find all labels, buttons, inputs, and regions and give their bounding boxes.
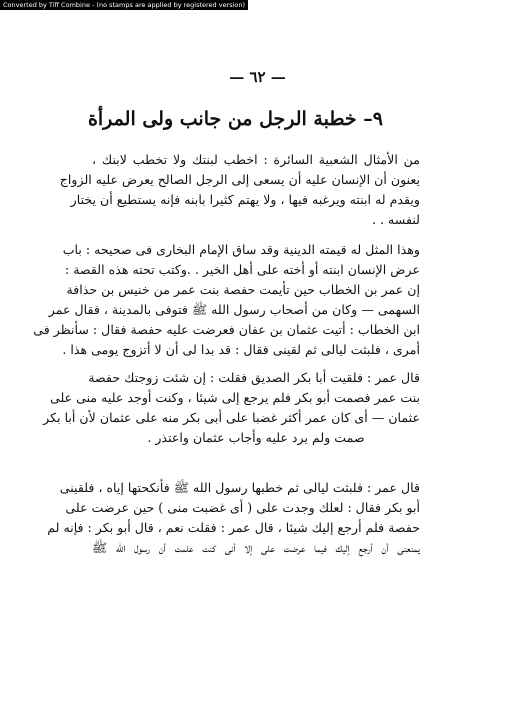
paragraph-4	[47, 478, 420, 558]
paragraph-3	[43, 368, 420, 448]
text-line: حفصة فلم أرجع إليك شيئا ، قال عمر : فقلت نعم ، قال أبو بكر : فإنه لم	[47, 520, 420, 535]
text-line: من الأمثال الشعبية السائرة : اخطب لبنتك ولا تخطب لابنك ،	[92, 152, 420, 167]
text-line: ويقدم له ابنته ويرغبه فيها ، ولا يهتم كثيرا بابنه فإنه يستطيع أن يختار	[70, 192, 420, 207]
text-line: وهذا المثل له قيمته الدينية وقد ساق الإمام البخارى فى صحيحه : باب	[62, 242, 420, 257]
text-line: يمنعنى أن أرجع إليك فيما عرضت على إلا أنى كنت علمت أن رسول الله ﷺ	[92, 540, 420, 555]
converter-watermark: Converted by Tiff Combine - (no stamps are applied by registered version)	[0, 0, 248, 10]
paragraph-1	[59, 150, 420, 230]
text-line: بنت عمر فصمت أبو بكر فلم يرجع إلى شيئا ، وكنت أوجد عليه منى على	[49, 390, 420, 405]
text-line: أمرى ، فلبثت ليالى ثم لقينى فقال : قد بدا لى أن لا أتزوج يومى هذا .	[62, 342, 420, 357]
page-number: — ٦٢ —	[229, 68, 286, 86]
text-line: صمت ولم يرد عليه وأجاب عثمان واعتذر .	[147, 430, 365, 445]
text-line: السهمى — وكان من أصحاب رسول الله ﷺ فتوفى بالمدينة ، فقال عمر	[48, 302, 420, 317]
text-line: قال عمر : فلبثت ليالى ثم خطبها رسول الله ﷺ فأنكحتها إياه ، فلقينى	[59, 480, 420, 495]
paragraph-2	[33, 240, 420, 360]
text-line: قال عمر : فلقيت أبا بكر الصديق فقلت : إن شئت زوجتك حفصة	[88, 370, 420, 385]
section-title: ٩– خطبة الرجل من جانب ولى المرأة	[87, 108, 383, 130]
text-line: إن عمر بن الخطاب حين تأيمت حفصة بنت عمر من خنيس بن حذافة	[66, 282, 420, 297]
text-line: عثمان — أى كان عمر أكثر غضبا على أبى بكر منه على عثمان لأن أبا بكر	[43, 410, 420, 425]
text-line: عرض الإنسان ابنته أو أخته على أهل الخير . .وكتب تحته هذه القصة :	[65, 262, 420, 277]
text-line: ابن الخطاب : أتيت عثمان بن عفان فعرضت عليه حفصة فقال : سأنظر فى	[33, 322, 420, 337]
text-line: أبو بكر فقال : لعلك وجدت على ( أى غضبت منى ) حين عرضت على	[65, 500, 420, 515]
text-line: يعنون أن الإنسان عليه أن يسعى إلى الرجل الصالح يعرض عليه الزواج	[59, 172, 420, 187]
text-line: لنفسه . .	[371, 212, 420, 227]
